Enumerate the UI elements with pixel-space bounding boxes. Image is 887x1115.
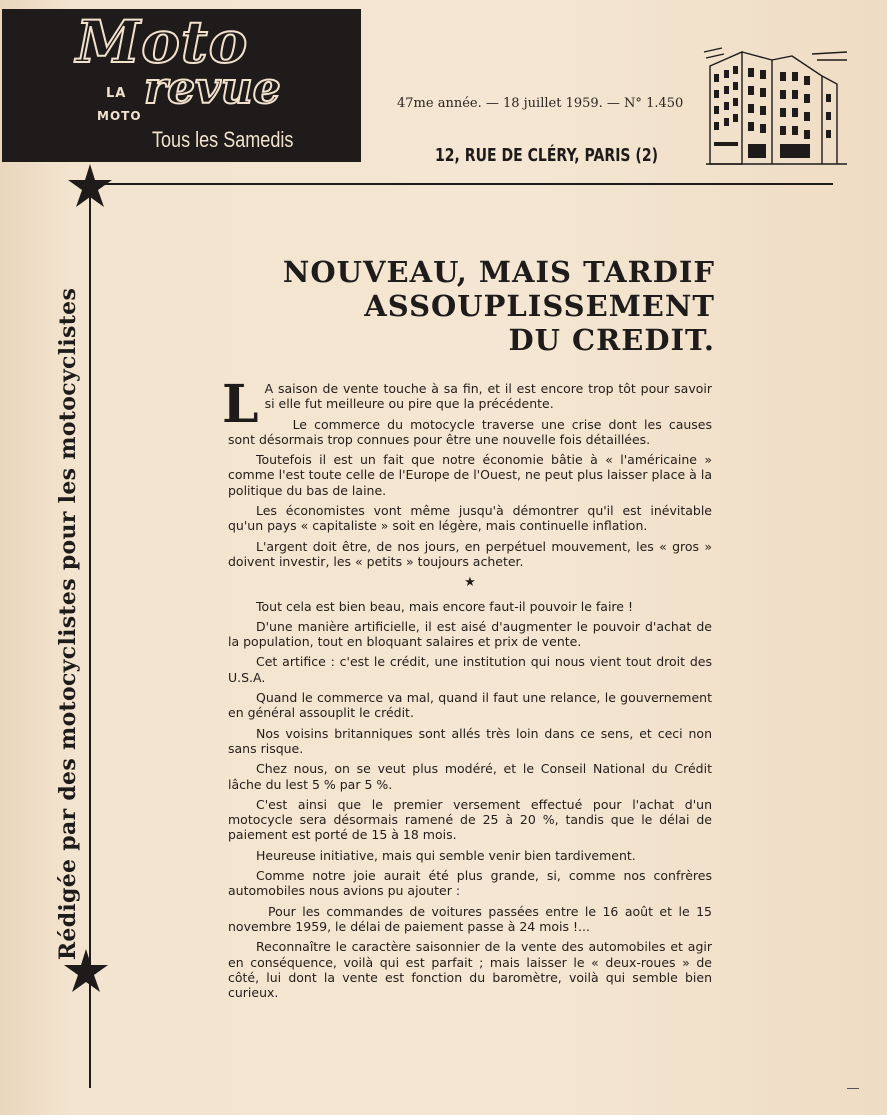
article-quote: Pour les commandes de voitures passées entre le 16 août et le 15 novembre 1959, le délai de paiement passe à 24 mois !... <box>228 903 712 934</box>
drop-cap: L <box>222 374 259 435</box>
headline-line-2: ASSOUPLISSEMENT <box>364 289 715 323</box>
masthead-tagline: Tous les Samedis <box>152 127 294 152</box>
article-paragraph: Toutefois il est un fait que notre économie bâtie à « l'américaine » comme l'est toute celle de l'Europe de l'Ouest, ne peut plus laisser place à la politique du bas de laine. <box>228 452 712 498</box>
headline-line-3: DU CREDIT. <box>508 323 715 357</box>
logo-word-revue: revue <box>144 63 281 114</box>
star-ornament-top-icon <box>66 162 114 210</box>
logo-word-moto: Moto <box>76 8 249 76</box>
article-paragraph: Chez nous, on se veut plus modéré, et le Conseil National du Crédit lâche du lest 5 % par 5 %. <box>228 761 712 792</box>
horizontal-rule <box>96 183 833 185</box>
article-headline <box>283 255 715 357</box>
article-paragraph: Reconnaître le caractère saisonnier de la vente des automobiles et agir en conséquence, voilà qui est parfait ; mais laisser le « deux-roues » de côté, lui dont la vente est fonction du baromètre, voilà qui semble bien curieux. <box>228 939 712 1001</box>
article-paragraph: D'une manière artificielle, il est aisé d'augmenter le pouvoir d'achat de la population, tout en bloquant salaires et prix de vente. <box>228 618 712 650</box>
building-illustration-icon <box>702 46 852 166</box>
article-paragraph: Heureuse initiative, mais qui semble venir bien tardivement. <box>256 847 636 863</box>
article-paragraph: Tout cela est bien beau, mais encore faut-il pouvoir le faire ! <box>256 598 633 614</box>
address: 12, RUE DE CLÉRY, PARIS (2) <box>435 145 659 166</box>
issue-info: 47me année. — 18 juillet 1959. — N° 1.450 <box>397 96 684 111</box>
logo-la: LA <box>106 86 127 101</box>
article-paragraph: C'est ainsi que le premier versement effectué pour l'achat d'un motocycle sera désormais ramené de 25 à 20 %, tandis que le délai de paiement est porté de 15 à 18 mois. <box>228 796 712 843</box>
article-paragraph: Nos voisins britanniques sont allés très loin dans ce sens, et ceci non sans risque. <box>228 725 712 756</box>
article-paragraph: Cet artifice : c'est le crédit, une institution qui nous vient tout droit des U.S.A. <box>228 654 712 685</box>
headline-line-1: NOUVEAU, MAIS TARDIF <box>282 255 715 289</box>
logo-moto-small: MOTO <box>97 109 142 123</box>
article-paragraph: L'argent doit être, de nos jours, en perpétuel mouvement, les « gros » doivent investir, les « petits » toujours acheter. <box>228 538 712 569</box>
article-paragraph: Comme notre joie aurait été plus grande, si, comme nos confrères automobiles nous avions pu ajouter : <box>228 868 712 899</box>
corner-mark <box>847 1088 859 1089</box>
sidebar-motto: Rédigée par des motocyclistes pour les motocyclistes <box>55 287 81 961</box>
article-body <box>222 374 712 1005</box>
article-paragraph: Quand le commerce va mal, quand il faut une relance, le gouvernement en général assouplit le crédit. <box>228 690 712 721</box>
article-paragraph: L A saison de vente touche à sa fin, et il est encore trop tôt pour savoir si elle fut meilleure ou pire que la précédente. <box>222 374 712 435</box>
article-paragraph: Les économistes vont même jusqu'à démontrer qu'il est inévitable qu'un pays « capitaliste » soit en légère, mais continuelle inflation. <box>228 503 712 534</box>
article-paragraph: Le commerce du motocycle traverse une crise dont les causes sont désormais trop connues pour être une nouvelle fois détaillées. <box>228 416 712 447</box>
masthead <box>2 9 361 162</box>
section-separator-star-icon: ★ <box>464 575 476 591</box>
